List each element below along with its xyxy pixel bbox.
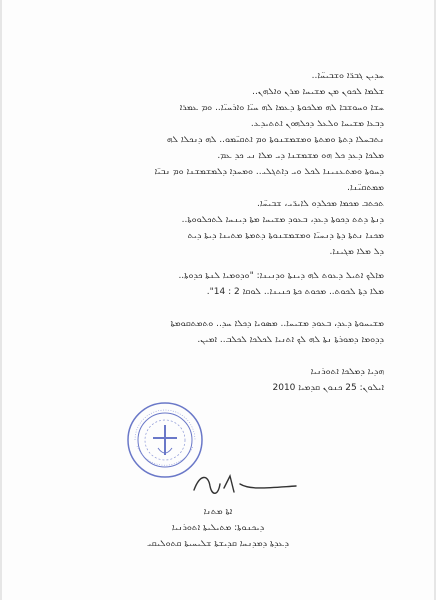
- body-line-4: ܡܠܟܐ ܕܥܕ ܟܠ ܗܘ ܡܫܡܫܢܐ ܕܝ ܡܠܐ ܢܝ ܟܕ ܥܡ.: [217, 151, 384, 161]
- paragraph-4-line-2: ܕܕܘܡܐ ܕܡܘܪܬܐ ܢܬܐ ܠܗ ܠܟ ܐܬܢܝܐ ܠܟܠܟܐ ܠܟܠܒ.. ܐܡܝܢ.: [197, 335, 384, 345]
- sender-church: ܕܥܕܬܐ ܕܡܕܢܚܐ ܩܕܝܫܬܐ ܫܠܝܚܝܬܐ ܩܬܘܠܝܩܝ: [147, 539, 289, 549]
- sender-title: ܐܬܐ ܡܬܢܐ: [203, 507, 233, 517]
- paragraph-2-line-2: ܡܟܢܐ ܢܬܬܐ ܕܬܐ ܕܢܚܝ̈ܐ ܘܡܫܡܫܢܘܬܐ ܕܬܡܬܐ ܡܬܝܢܐ ܕܝܬܐ ܕܝܬ: [187, 231, 384, 241]
- date-line: ܐܝܠܘܢ: 25 ܟܢܘܢ ܩܕܡܝܐ 2010: [272, 383, 384, 393]
- body-line-3: ܢܬܒܚܠܐ ܕܬܬܐ ܘܡܬܬܐ ܘܡܫܡܫܢܘܬܐ ܘܡ ܐܬܩܝ̈ܡܘ.. ܠܗ ܕܢܟܠܐ ܠܗ: [166, 135, 384, 145]
- body-line-2: ܕܒܥܐ ܡܫܝܚܐ ܘܠܥܠ ܕܟܠܗܘܢ ܐܬܬܝܕܥ.: [250, 119, 384, 129]
- body-line-5: ܕܚܘܬܐ ܘܡܬܥܢܝܢܐ ܠܟܠ ܘܝ ܕܐܬܓܠܝ.. ܘܡܚܕܐ ܕܠܡܫܡܫܢܐ ܘܡ ܢܒܝ̈ܐ: [154, 167, 384, 177]
- paragraph-2-line-1: ܕܢܬܐ ܕܬܬ ܕܟܘܬܐ ܕܥܕ، ܒܥܘܕ ܡܫܝܚܐ ܡܬܐ ܕܝܢܚܐ ܠܬܟܠܘܘܬܐ..: [181, 215, 384, 225]
- body-line-1: ܚܫܐ ܘܚܘܫܒܐ ܠܗ ܡܠܟܘܬܐ ܕܥܡܐ ܠܗ ܚܝ̈ܐ ܘܐܪܚܝ̈ܐ.. ܘܡ ܥܡܪܐ: [179, 103, 384, 113]
- paragraph-2-heading: ܬܟܬܒ ܡܟܡܐ ܡܟܠܕܘ ܠܐܝܪ̈ܝ، ܫܒܝܚ̈ܐ.: [257, 199, 384, 209]
- salutation-line-2: ܫܠܡܐ ܠܟܘܢ ܡܢ ܡܫܝܚܐ ܡܪܢ ܘܐܠܗܢ..: [252, 87, 384, 97]
- closing-line: ܗܕܝܐ ܕܡܠܟܐ ܐܬܘܪܢܝܐ: [310, 367, 384, 377]
- sender-name: ܕܝܟܢܘܬܐ: ܡܬܝܠܝܬܐ ܐܬܘܪܢܝܐ: [171, 523, 265, 533]
- salutation-line-1: ܚܕܝܢ ܓܒܪ̈ܐ ܘܫܒܝܚ̈ܐ..: [311, 71, 384, 81]
- quote-line-2: ܡܠܐ ܕܬܐ ܠܟܘܬ.. ܡܟܘܬ ܟܬܐ ܟܢܝܢܐ.. ܠܘܩܐ 2 : 14".: [206, 287, 384, 297]
- paragraph-4-line-1: ܡܫܝܚܘܬܐ ܕܥܕ، ܒܥܘܕ ܡܫܝܚܐ.. ܡܣܘܝܐ ܕܟܠܐ ܚܕ.. ܘܬܡܬܩܘܡܬܐ: [170, 319, 384, 329]
- paragraph-2-line-3: ܕܠ ܡܠܐ ܡܓܝܢܐ.: [329, 247, 384, 257]
- quote-line-1: ܡܐܠܟ ܐܬܝܠ ܕܥܘܬ ܠܗ ܕܝܢܬܐ ܘܕܢܝܢܐ: "ܘܕܘܡܝܐ ܠܢܬܐ ܟܕܘܬܐ..: [178, 271, 384, 281]
- handwritten-signature: [190, 466, 300, 506]
- body-line-6: ܡܡܬܩܝ̈ܢܐ.: [347, 183, 384, 193]
